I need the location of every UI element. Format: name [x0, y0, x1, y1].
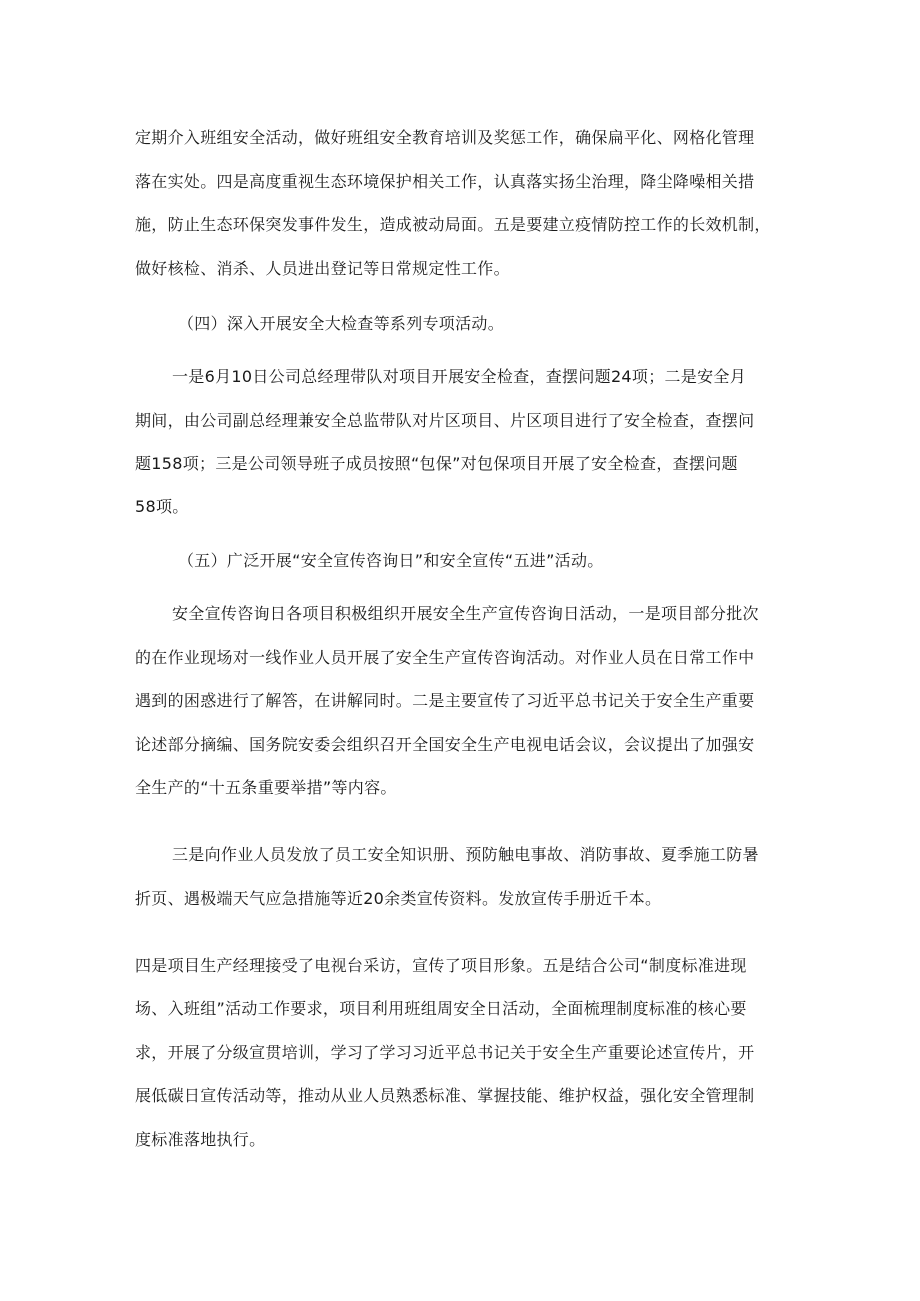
- section-heading-4: （四）深入开展安全大检查等系列专项活动。: [178, 314, 505, 333]
- text-line: 落在实处。四是高度重视生态环境保护相关工作，认真落实扬尘治理，降尘降噪相关措: [135, 172, 755, 191]
- text-line: 一是6月10日公司总经理带队对项目开展安全检查，查摆问题24项；二是安全月: [172, 367, 746, 386]
- text-line: 做好核检、消杀、人员进出登记等日常规定性工作。: [135, 259, 510, 278]
- text-line: 的在作业现场对一线作业人员开展了安全生产宣传咨询活动。对作业人员在日常工作中: [135, 648, 755, 667]
- text-line: 期间，由公司副总经理兼安全总监带队对片区项目、片区项目进行了安全检查，查摆问: [135, 411, 755, 430]
- text-line: 遇到的困惑进行了解答，在讲解同时。二是主要宣传了习近平总书记关于安全生产重要: [135, 691, 755, 710]
- section-heading-5: （五）广泛开展“安全宣传咨询日”和安全宣传“五进”活动。: [178, 551, 604, 570]
- text-line: 定期介入班组安全活动，做好班组安全教育培训及奖惩工作，确保扁平化、网格化管理: [135, 128, 755, 147]
- text-line: 场、入班组”活动工作要求，项目利用班组周安全日活动，全面梳理制度标准的核心要: [135, 999, 747, 1018]
- text-line: 折页、遇极端天气应急措施等近20余类宣传资料。发放宣传手册近千本。: [135, 889, 662, 908]
- text-line: 论述部分摘编、国务院安委会组织召开全国安全生产电视电话会议，会议提出了加强安: [135, 735, 755, 754]
- text-line: 求，开展了分级宣贯培训，学习了学习习近平总书记关于安全生产重要论述宣传片，开: [135, 1043, 755, 1062]
- text-line: 展低碳日宣传活动等，推动从业人员熟悉标准、掌握技能、维护权益，强化安全管理制: [135, 1086, 755, 1105]
- text-line: 题158项；三是公司领导班子成员按照“包保”对包保项目开展了安全检查，查摆问题: [135, 454, 738, 473]
- text-line: 度标准落地执行。: [135, 1130, 266, 1149]
- text-line: 施，防止生态环保突发事件发生，造成被动局面。五是要建立疫情防控工作的长效机制，: [135, 215, 771, 234]
- text-line: 安全宣传咨询日各项目积极组织开展安全生产宣传咨询日活动，一是项目部分批次: [172, 604, 759, 623]
- text-line: 三是向作业人员发放了员工安全知识册、预防触电事故、消防事故、夏季施工防暑: [172, 845, 759, 864]
- text-line: 58项。: [135, 497, 189, 516]
- text-line: 全生产的“十五条重要举措”等内容。: [135, 778, 397, 797]
- text-line: 四是项目生产经理接受了电视台采访，宣传了项目形象。五是结合公司“制度标准进现: [135, 956, 747, 975]
